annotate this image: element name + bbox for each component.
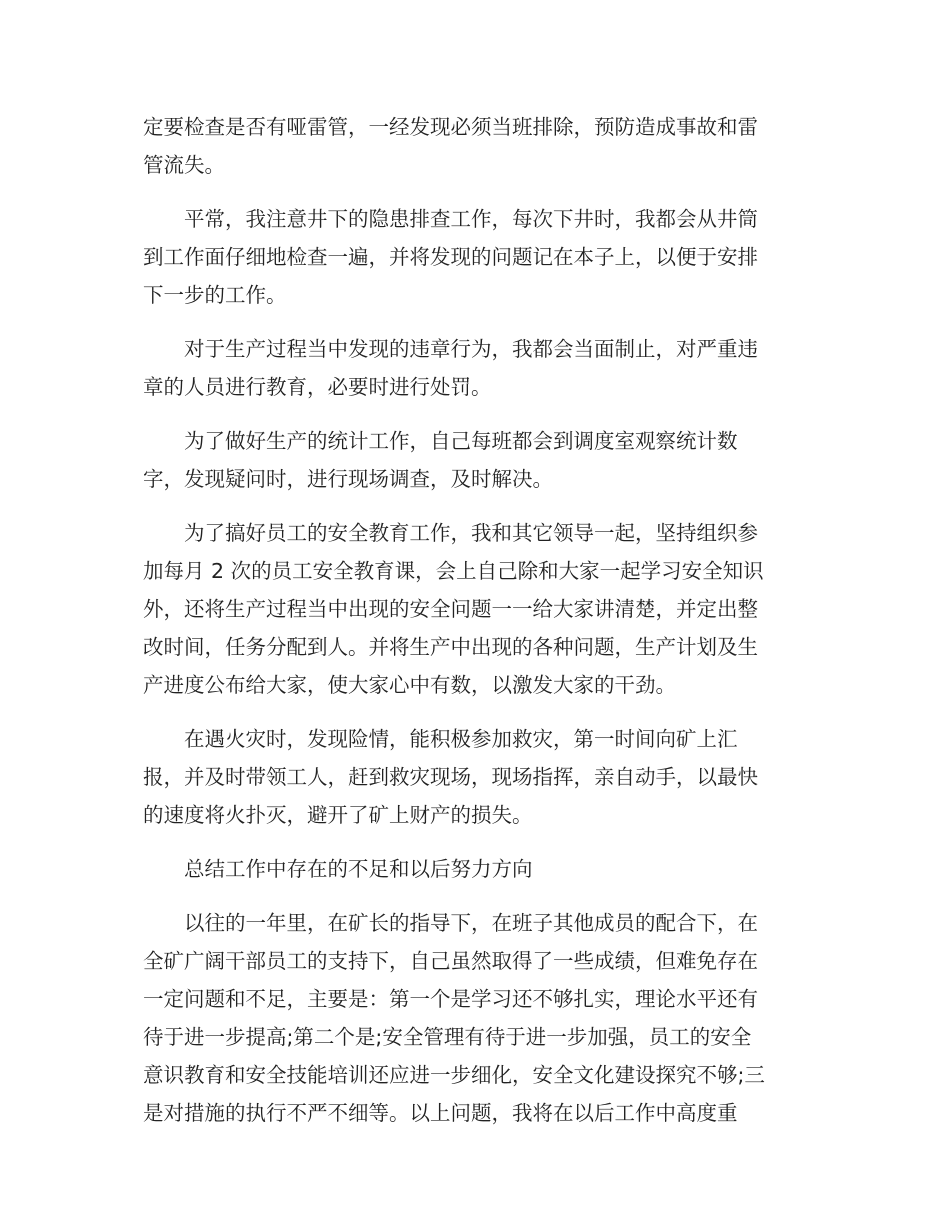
text-line: 定要检查是否有哑雷管，一经发现必须当班排除，预防造成事故和雷 [143, 115, 758, 139]
text-line: 外，还将生产过程当中出现的安全问题一一给大家讲清楚，并定出整 [143, 597, 758, 621]
paragraph-2 [143, 200, 803, 314]
paragraph-3 [143, 330, 803, 406]
text-line: 到工作面仔细地检查一遍，并将发现的问题记在本子上，以便于安排 [143, 245, 758, 269]
text-line: 以往的一年里，在矿长的指导下，在班子其他成员的配合下，在 [184, 911, 758, 935]
text-line: 全矿广阔干部员工的支持下，自己虽然取得了一些成绩，但难免存在 [143, 949, 758, 973]
text-line: 是对措施的执行不严不细等。以上问题，我将在以后工作中高度重 [143, 1101, 738, 1125]
text-line: 对于生产过程当中发现的违章行为，我都会当面制止，对严重违 [184, 337, 758, 361]
document-body [143, 108, 803, 1148]
text-line: 为了搞好员工的安全教育工作，我和其它领导一起，坚持组织参 [184, 521, 758, 545]
text-line: 总结工作中存在的不足和以后努力方向 [184, 857, 533, 881]
text-line: 管流失。 [143, 153, 225, 177]
text-line: 在遇火灾时，发现险情，能积极参加救灾，第一时间向矿上汇 [184, 727, 738, 751]
paragraph-4 [143, 422, 803, 498]
text-line: 章的人员进行教育，必要时进行处罚。 [143, 375, 492, 399]
text-line: 下一步的工作。 [143, 283, 287, 307]
text-line: 待于进一步提高;第二个是;安全管理有待于进一步加强，员工的安全 [143, 1025, 752, 1049]
paragraph-6 [143, 720, 803, 834]
paragraph-1 [143, 108, 803, 184]
paragraph-5 [143, 514, 803, 704]
text-line: 加每月 2 次的员工安全教育课，会上自己除和大家一起学习安全知识 [143, 559, 764, 583]
text-line: 字，发现疑问时，进行现场调查，及时解决。 [143, 467, 553, 491]
text-line: 平常，我注意井下的隐患排查工作，每次下井时，我都会从井筒 [184, 207, 758, 231]
text-line: 的速度将火扑灭，避开了矿上财产的损失。 [143, 803, 533, 827]
text-line: 为了做好生产的统计工作，自己每班都会到调度室观察统计数 [184, 429, 738, 453]
text-line: 一定问题和不足，主要是：第一个是学习还不够扎实，理论水平还有 [143, 987, 758, 1011]
paragraph-8 [143, 904, 803, 1132]
text-line: 报，并及时带领工人，赶到救灾现场，现场指挥，亲自动手，以最快 [143, 765, 758, 789]
section-heading [143, 850, 803, 888]
text-line: 意识教育和安全技能培训还应进一步细化，安全文化建设探究不够;三 [143, 1063, 765, 1087]
text-line: 产进度公布给大家，使大家心中有数，以激发大家的干劲。 [143, 673, 676, 697]
text-line: 改时间，任务分配到人。并将生产中出现的各种问题，生产计划及生 [143, 635, 758, 659]
